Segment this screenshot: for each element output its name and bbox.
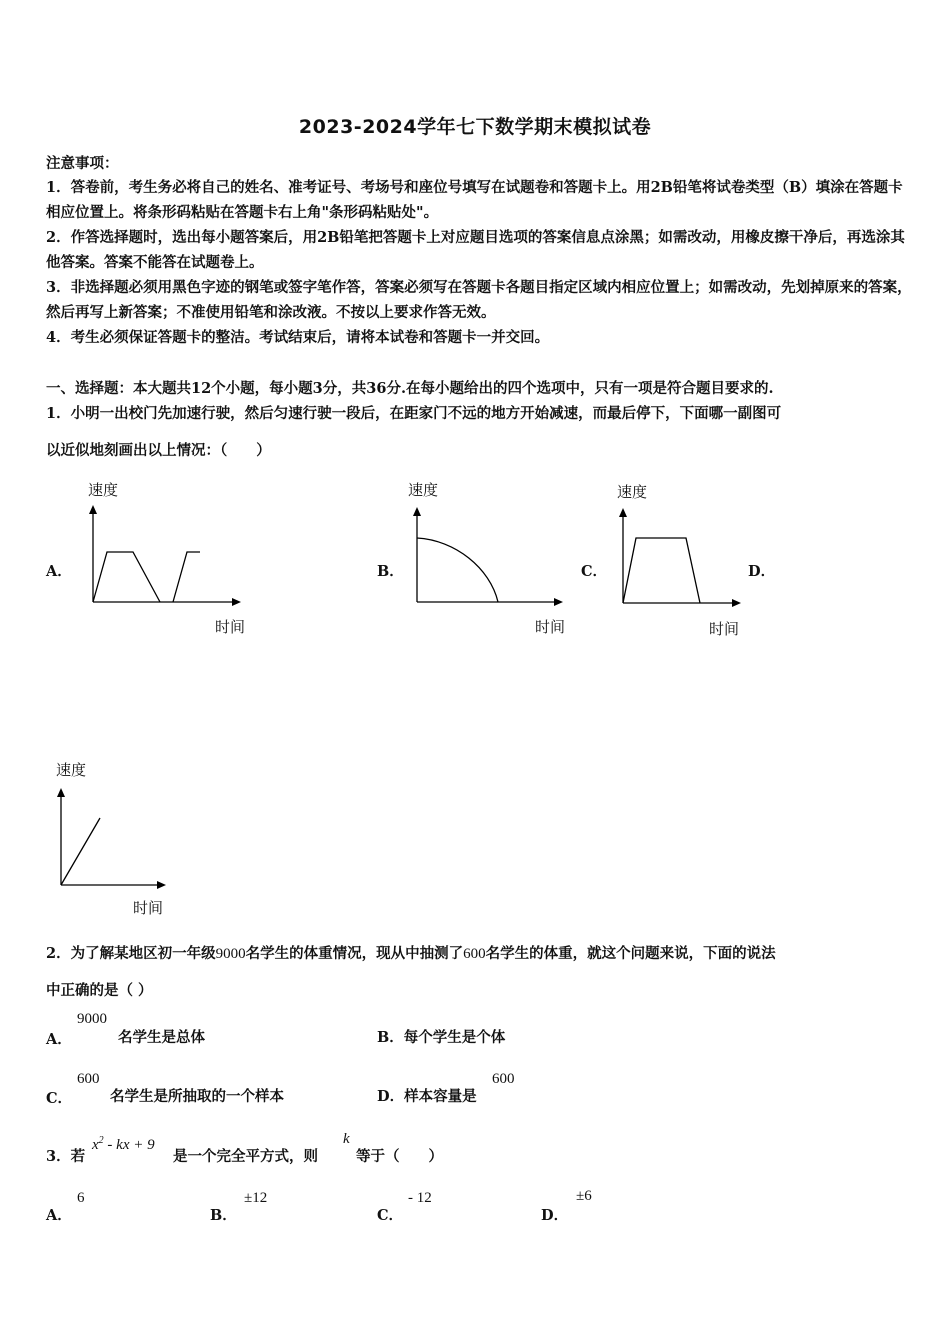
q1-option-c-label: C． <box>581 563 608 580</box>
q3-expr-x: x <box>92 1137 99 1153</box>
q3-expr-sup: 2 <box>98 1135 104 1146</box>
q1-option-a-label: A． <box>46 563 72 580</box>
q1-line2: 以近似地刻画出以上情况：（ ） <box>46 442 271 459</box>
graph-a-y-label: 速度 <box>88 481 119 499</box>
q3-mid: 是一个完全平方式，则 <box>173 1148 318 1165</box>
q3-pre: 3．若 <box>46 1148 86 1165</box>
q2-num-9000: 9000 <box>215 946 246 962</box>
q3-option-c-label: C． <box>377 1207 404 1224</box>
q2-line1 <box>46 942 776 963</box>
q2-line1-pre: 2．为了解某地区初一年级 <box>46 945 216 962</box>
q2-option-a-num: 9000 <box>77 1011 107 1027</box>
graph-d-x-label: 时间 <box>133 899 164 917</box>
notice-item-3: 3．非选择题必须用黑色字迹的钢笔或签字笔作答，答案必须写在答题卡各题目指定区域内相应位置上；如需改动，先划掉原来的答案，然后再写上新答案；不准使用铅笔和涂改液。不按以上要求作答无效。 <box>46 279 912 321</box>
arrow-up-icon <box>57 788 65 797</box>
q3-k: k <box>343 1131 350 1147</box>
graph-c-x-label: 时间 <box>709 620 740 638</box>
q1-option-d-label: D． <box>748 563 776 580</box>
q3-post: 等于（ ） <box>356 1148 443 1165</box>
arrow-right-icon <box>157 881 166 889</box>
q2-option-c-text: 名学生是所抽取的一个样本 <box>110 1088 284 1105</box>
q3-option-d-val: ±6 <box>576 1188 592 1204</box>
section-heading: 一、选择题：本大题共12个小题，每小题3分，共36分.在每小题给出的四个选项中，只有一项是符合题目要求的. <box>46 380 774 397</box>
q3-expression <box>92 1135 155 1154</box>
notice-item-2: 2．作答选择题时，选出每小题答案后，用2B铅笔把答题卡上对应题目选项的答案信息点涂黑；如需改动，用橡皮擦干净后，再选涂其他答案。答案不能答在试题卷上。 <box>46 229 905 271</box>
q2-option-c-num: 600 <box>77 1071 100 1087</box>
q3-expr-rest: - kx + 9 <box>103 1137 155 1153</box>
q3-option-b-val: ±12 <box>244 1190 268 1206</box>
q1-line1: 1．小明一出校门先加速行驶，然后匀速行驶一段后，在距家门不远的地方开始减速，而最后停下，下面哪一副图可 <box>46 405 782 422</box>
q1-option-b-label: B． <box>377 563 404 580</box>
q2-line1-post: 名学生的体重，就这个问题来说，下面的说法 <box>485 945 776 962</box>
q3-option-b-label: B． <box>210 1207 237 1224</box>
graph-d-y-label: 速度 <box>56 761 87 779</box>
q3-option-c-val: - 12 <box>408 1190 432 1206</box>
q2-option-a-text: 名学生是总体 <box>118 1029 205 1046</box>
q3-option-a-label: A． <box>46 1207 72 1224</box>
graph-b-x-label: 时间 <box>535 618 566 636</box>
q2-num-600: 600 <box>463 946 486 962</box>
q3-option-a-val: 6 <box>77 1190 85 1206</box>
graph-d-curve <box>61 818 100 885</box>
q2-option-b: B．每个学生是个体 <box>377 1029 506 1046</box>
notice-heading: 注意事项： <box>46 155 119 172</box>
q2-line1-mid: 名学生的体重情况，现从中抽测了 <box>245 945 464 962</box>
q2-option-d-text: D．样本容量是 <box>377 1088 477 1105</box>
page-title: 2023-2024学年七下数学期末模拟试卷 <box>298 116 652 138</box>
graph-a-x-label: 时间 <box>215 618 246 636</box>
notice-item-4: 4．考生必须保证答题卡的整洁。考试结束后，请将本试卷和答题卡一并交回。 <box>46 329 550 346</box>
q2-line2: 中正确的是（ ） <box>46 982 153 999</box>
graph-b-y-label: 速度 <box>408 481 439 499</box>
q3-option-d-label: D． <box>541 1207 569 1224</box>
q2-option-a-label: A． <box>46 1031 72 1048</box>
graph-c-y-label: 速度 <box>617 483 648 501</box>
q2-option-d-num: 600 <box>492 1071 515 1087</box>
notice-item-1: 1．答卷前，考生务必将自己的姓名、准考证号、考场号和座位号填写在试题卷和答题卡上。用2B铅笔将试卷类型（B）填涂在答题卡相应位置上。将条形码粘贴在答题卡右上角"条形码粘贴处"。 <box>46 179 903 221</box>
q2-option-c-label: C． <box>46 1090 73 1107</box>
